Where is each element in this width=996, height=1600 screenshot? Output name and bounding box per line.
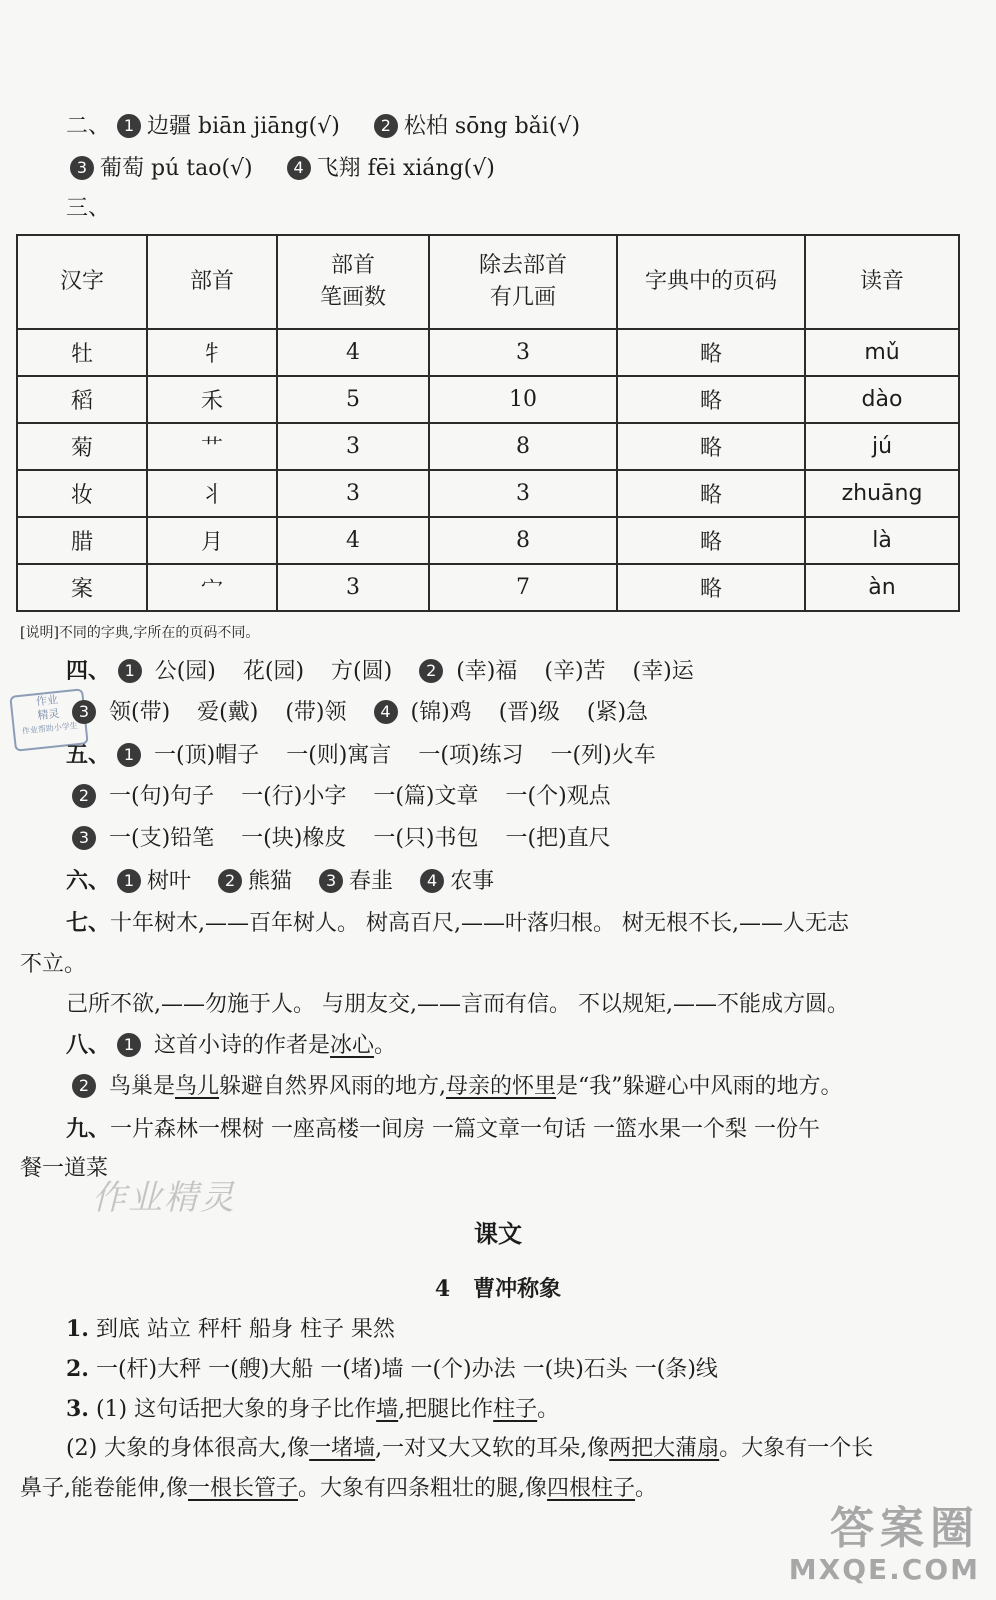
answer-text: 鸟巢是 (109, 1074, 176, 1099)
brand-watermark-text: 答案圈 (830, 1503, 980, 1554)
table-cell: 略 (617, 329, 805, 376)
table-cell: 3 (429, 329, 617, 376)
table-cell: zhuāng (805, 470, 959, 517)
item-number-badge: 1 (117, 1033, 141, 1057)
answer-underlined: 冰心 (330, 1033, 375, 1058)
answer-item: 一(列)火车 (550, 743, 656, 768)
section-5-line-3 (72, 824, 611, 854)
answer-item: 一(块)橡皮 (241, 826, 347, 851)
answer-item: (幸)运 (632, 659, 694, 684)
answer-text: (1) 这句话把大象的身子比作 (95, 1397, 377, 1422)
item-number-badge: 4 (420, 869, 444, 893)
table-cell: mǔ (805, 329, 959, 376)
answer-item: 树叶 (147, 869, 192, 894)
table-cell: 5 (277, 376, 429, 423)
answer-text: 一片森林一棵树 一座高楼一间房 一篇文章一句话 一篮水果一个梨 一份午 (110, 1117, 820, 1142)
answer-item: 葡萄 pú tao(√) (100, 156, 253, 181)
item-number-badge: 1 (117, 869, 141, 893)
answer-underlined: 母亲的怀里 (446, 1074, 557, 1099)
table-cell: 3 (429, 470, 617, 517)
question-2 (66, 1354, 718, 1385)
answer-item: 一(个)观点 (505, 784, 611, 809)
item-number-badge: 1 (118, 659, 142, 683)
item-number-badge: 4 (374, 700, 398, 724)
answer-text: 到底 站立 秤杆 船身 柱子 果然 (95, 1317, 395, 1342)
table-cell: 7 (429, 564, 617, 611)
lesson-number: 4 (434, 1276, 451, 1302)
answer-text: 鼻子,能卷能伸,像 (20, 1476, 188, 1501)
stamp-text: 作业 (35, 692, 59, 709)
table-header: 部首 笔画数 (277, 235, 429, 329)
answer-text: 。大象有四条粗壮的腿,像 (298, 1476, 548, 1501)
answer-underlined: 一根长管子 (188, 1476, 299, 1501)
question-number: 2. (66, 1356, 89, 1382)
table-cell: 艹 (147, 423, 277, 470)
table-note: [说明]不同的字典,字所在的页码不同。 (20, 625, 260, 641)
answer-text: (2) 大象的身体很高大,像 (66, 1436, 310, 1461)
answer-text: 是“我”躲避心中风雨的地方。 (556, 1074, 843, 1099)
table-cell: 8 (429, 517, 617, 564)
section-7-line-1 (66, 908, 849, 939)
answer-item: 熊猫 (248, 869, 293, 894)
answer-item: 领(带) (109, 700, 171, 725)
answer-item: 一(把)直尺 (505, 826, 611, 851)
question-3-part-1 (66, 1394, 559, 1425)
answer-item: (锦)鸡 (410, 700, 472, 725)
table-cell: 4 (277, 517, 429, 564)
question-3-part-2 (66, 1434, 873, 1464)
section-7-label: 七、 (66, 910, 111, 936)
section-3-label: 三、 (66, 196, 111, 221)
answer-item: 一(顶)帽子 (154, 743, 260, 768)
answer-underlined: 两把大蒲扇 (609, 1436, 720, 1461)
proverb-text: 十年树木,——百年树人。 树高百尺,——叶落归根。 树无根不长,——人无志 (110, 911, 849, 936)
answer-underlined: 柱子 (493, 1397, 538, 1422)
table-header: 字典中的页码 (617, 235, 805, 329)
section-9-line-1 (66, 1114, 820, 1145)
table-cell: 3 (277, 564, 429, 611)
brand-watermark-url: MXQE.COM (788, 1553, 980, 1586)
table-cell: 略 (617, 423, 805, 470)
section-4-line-2 (72, 698, 648, 728)
question-number: 3. (66, 1396, 89, 1422)
answer-item: (幸)福 (456, 659, 518, 684)
item-number-badge: 1 (117, 114, 141, 138)
answer-item: 爱(戴) (197, 700, 259, 725)
table-header: 部首 (147, 235, 277, 329)
lesson-title (0, 1272, 996, 1303)
table-cell: àn (805, 564, 959, 611)
table-row (17, 423, 959, 470)
table-cell: 丬 (147, 470, 277, 517)
table-cell: 4 (277, 329, 429, 376)
item-number-badge: 3 (72, 700, 96, 724)
section-7-line-3: 己所不欲,——勿施于人。 与朋友交,——言而有信。 不以规矩,——不能成方圆。 (66, 992, 849, 1017)
table-row (17, 376, 959, 423)
answer-item: 农事 (450, 869, 495, 894)
table-cell: 妆 (17, 470, 147, 517)
answer-item: 公(园) (154, 659, 216, 684)
table-header: 汉字 (17, 235, 147, 329)
answer-item: (辛)苦 (544, 659, 606, 684)
answer-text: 一(杆)大秤 一(艘)大船 一(堵)墙 一(个)办法 一(块)石头 一(条)线 (95, 1357, 718, 1382)
section-9-label: 九、 (66, 1116, 111, 1142)
table-cell: 3 (277, 470, 429, 517)
answer-item: 一(只)书包 (373, 826, 479, 851)
table-cell: 略 (617, 517, 805, 564)
table-cell: dào (805, 376, 959, 423)
answer-text: 。 (374, 1033, 397, 1058)
item-number-badge: 2 (72, 1074, 96, 1098)
answer-text: 这首小诗的作者是 (154, 1033, 331, 1058)
answer-underlined: 墙 (376, 1397, 399, 1422)
watermark-text: 作业精灵 (92, 1178, 236, 1218)
answer-item: 方(圆) (331, 659, 393, 684)
table-cell: 10 (429, 376, 617, 423)
section-4-line-1 (66, 656, 694, 687)
question-1 (66, 1314, 395, 1345)
answer-item: 松柏 sōng bǎi(√) (403, 114, 581, 139)
question-number: 1. (66, 1316, 89, 1342)
table-cell: jú (805, 423, 959, 470)
table-header-row (17, 235, 959, 329)
table-row (17, 329, 959, 376)
answer-item: 春韭 (349, 869, 394, 894)
section-2-line-2 (70, 154, 495, 184)
answer-item: 花(园) (242, 659, 305, 684)
answer-item: 一(句)句子 (109, 784, 215, 809)
answer-item: (带)领 (285, 700, 347, 725)
item-number-badge: 2 (374, 114, 398, 138)
item-number-badge: 3 (319, 869, 343, 893)
answer-text: 。 (635, 1476, 658, 1501)
answer-item: 一(支)铅笔 (109, 826, 215, 851)
table-cell: 菊 (17, 423, 147, 470)
table-cell: 牡 (17, 329, 147, 376)
table-cell: 略 (617, 470, 805, 517)
table-cell: 3 (277, 423, 429, 470)
table-header: 读音 (805, 235, 959, 329)
answer-underlined: 一堵墙 (309, 1436, 376, 1461)
answer-text: 躲避自然界风雨的地方, (219, 1074, 447, 1099)
table-row (17, 517, 959, 564)
answer-item: (晋)级 (498, 700, 560, 725)
stamp-text: 精灵 (36, 706, 61, 723)
answer-text: 。 (537, 1397, 560, 1422)
section-6-label: 六、 (66, 868, 111, 894)
table-cell: 案 (17, 564, 147, 611)
section-2-label: 二、 (66, 114, 111, 139)
answer-underlined: 四根柱子 (547, 1476, 636, 1501)
lesson-title-text: 曹冲称象 (473, 1276, 562, 1302)
table-header: 除去部首 有几画 (429, 235, 617, 329)
answer-item: 一(则)寓言 (286, 743, 392, 768)
section-heading: 课文 (474, 1219, 522, 1248)
table-cell: 腊 (17, 517, 147, 564)
table-cell: 牜 (147, 329, 277, 376)
table-cell: 略 (617, 376, 805, 423)
brand-watermark (789, 1505, 980, 1586)
table-cell: là (805, 517, 959, 564)
item-number-badge: 1 (117, 743, 141, 767)
section-2-line-1 (66, 112, 580, 142)
section-5-label: 五、 (66, 742, 111, 768)
section-4-label: 四、 (66, 658, 111, 684)
answer-item: 一(项)练习 (418, 743, 524, 768)
section-8-line-1 (66, 1030, 396, 1061)
table-cell: 宀 (147, 564, 277, 611)
answer-text: ,一对又大又软的耳朵,像 (375, 1436, 610, 1461)
answer-item: 边疆 biān jiāng(√) (147, 114, 340, 139)
answer-item: 一(行)小字 (241, 784, 347, 809)
item-number-badge: 2 (72, 784, 96, 808)
table-cell: 8 (429, 423, 617, 470)
table-cell: 禾 (147, 376, 277, 423)
table-cell: 略 (617, 564, 805, 611)
table-row (17, 564, 959, 611)
stamp-text: 作业帮助小学生 (21, 721, 79, 736)
radical-table (16, 234, 960, 612)
answer-item: (紧)急 (586, 700, 649, 725)
section-8-label: 八、 (66, 1032, 111, 1058)
item-number-badge: 4 (287, 156, 311, 180)
item-number-badge: 2 (218, 869, 242, 893)
answer-text: 。大象有一个长 (719, 1436, 874, 1461)
item-number-badge: 3 (70, 156, 94, 180)
section-6-line (66, 866, 494, 897)
answer-underlined: 鸟儿 (175, 1074, 220, 1099)
table-cell: 月 (147, 517, 277, 564)
answer-item: 一(篇)文章 (373, 784, 479, 809)
section-9-line-2: 餐一道菜 (20, 1156, 109, 1181)
section-5-line-2 (72, 782, 611, 812)
section-7-line-2: 不立。 (20, 952, 87, 977)
item-number-badge: 3 (72, 826, 96, 850)
answer-item: 飞翔 fēi xiáng(√) (316, 156, 495, 181)
table-cell: 稻 (17, 376, 147, 423)
table-row (17, 470, 959, 517)
question-3-part-3 (20, 1474, 657, 1504)
answer-text: ,把腿比作 (398, 1397, 494, 1422)
section-5-line-1 (66, 740, 656, 771)
item-number-badge: 2 (419, 659, 443, 683)
section-8-line-2 (72, 1072, 843, 1102)
